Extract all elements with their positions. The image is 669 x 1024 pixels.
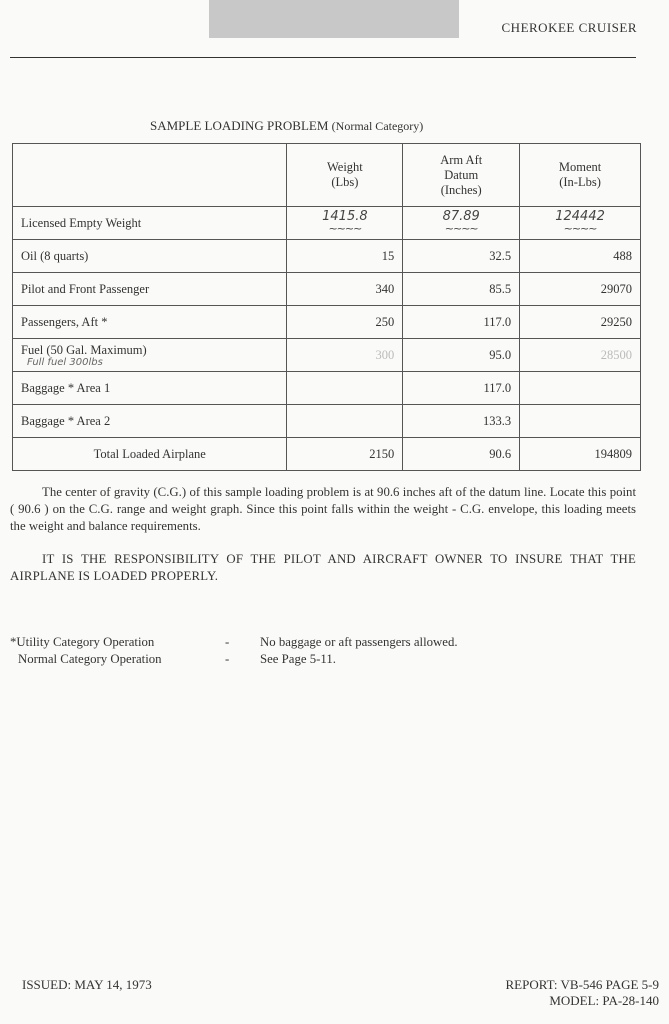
row-arm: 117.0 [403,306,520,339]
note-label: *Utility Category Operation [10,635,155,649]
row-item: Licensed Empty Weight [13,207,287,240]
note-label: Normal Category Operation [18,652,162,666]
row-item [13,339,287,372]
arm-column-header [403,144,520,207]
table-row [13,207,641,240]
row-moment [520,207,641,240]
header-line: Datum [444,167,479,182]
handwritten-scribble: ~~~~ [444,222,478,235]
issued-date: ISSUED: MAY 14, 1973 [22,977,152,992]
model-number: MODEL: PA-28-140 [549,993,659,1008]
row-moment: 488 [520,240,641,273]
responsibility-paragraph: IT IS THE RESPONSIBILITY OF THE PILOT AND AIRCRAFT OWNER TO INSURE THAT THE AIRPLANE IS LOADED PROPERLY. [10,552,636,583]
header-line: Weight [326,160,363,174]
row-item: Oil (8 quarts) [13,240,287,273]
table-row [13,339,641,372]
table-title-text: SAMPLE LOADING PROBLEM [150,118,329,133]
header-line: Arm Aft [440,152,483,167]
table-row [13,240,641,273]
note-row [10,651,458,668]
handwritten-scribble: ~~~~ [328,222,362,235]
table-row [13,273,641,306]
table-row [13,438,641,471]
handwritten-value: 1415.8 [322,209,368,224]
row-arm: 95.0 [403,339,520,372]
row-item: Passengers, Aft * [13,306,287,339]
cg-explanation-paragraph: The center of gravity (C.G.) of this sample loading problem is at 90.6 inches aft of the datum line. Locate this point ( 90.6 ) on the C.G. range and weight graph. Since this point falls within the weight - C.G. envelope, this loading meets the weight and balance requirements. [10,485,636,533]
header-line: (In-Lbs) [559,175,601,189]
item-column-header [13,144,287,207]
row-moment: 28500 [520,339,641,372]
note-row [10,634,458,651]
category-notes [10,634,458,668]
header-line: (Inches) [440,182,482,197]
handwritten-fuel-note: Full fuel 300lbs [27,356,103,368]
row-item: Pilot and Front Passenger [13,273,287,306]
row-item-label: Fuel (50 Gal. Maximum) [21,342,147,357]
header-line: Moment [558,160,602,174]
row-weight: 250 [287,306,403,339]
document-header-title: CHEROKEE CRUISER [501,20,637,35]
loading-table [12,143,641,471]
note-dash: - [225,635,230,649]
report-info [505,977,659,1009]
note-dash: - [225,652,230,666]
row-weight [287,207,403,240]
row-moment: 29250 [520,306,641,339]
row-item: Baggage * Area 1 [13,372,287,405]
row-moment: 194809 [520,438,641,471]
report-number: REPORT: VB-546 PAGE 5-9 [505,977,659,992]
header-line: (Lbs) [331,175,359,189]
table-category: (Normal Category) [331,119,424,133]
row-item: Baggage * Area 2 [13,405,287,438]
row-weight [287,372,403,405]
row-arm: 133.3 [403,405,520,438]
table-header-row [13,144,641,207]
note-text: See Page 5-11. [260,652,336,666]
redacted-block [209,0,459,38]
note-text: No baggage or aft passengers allowed. [260,635,458,649]
header-rule [10,57,636,58]
table-row [13,372,641,405]
row-weight: 300 [287,339,403,372]
table-row [13,306,641,339]
row-weight [287,405,403,438]
moment-column-header [520,144,641,207]
row-weight: 15 [287,240,403,273]
row-item: Total Loaded Airplane [13,438,287,471]
row-moment [520,372,641,405]
row-weight: 340 [287,273,403,306]
row-moment: 29070 [520,273,641,306]
row-moment [520,405,641,438]
row-arm: 90.6 [403,438,520,471]
row-arm: 85.5 [403,273,520,306]
handwritten-scribble: ~~~~ [563,222,597,235]
table-title [150,118,423,134]
handwritten-value: 87.89 [442,209,480,224]
row-arm: 117.0 [403,372,520,405]
row-arm [403,207,520,240]
handwritten-value: 124442 [555,209,605,224]
weight-column-header [287,144,403,207]
row-arm: 32.5 [403,240,520,273]
table-row [13,405,641,438]
row-weight: 2150 [287,438,403,471]
